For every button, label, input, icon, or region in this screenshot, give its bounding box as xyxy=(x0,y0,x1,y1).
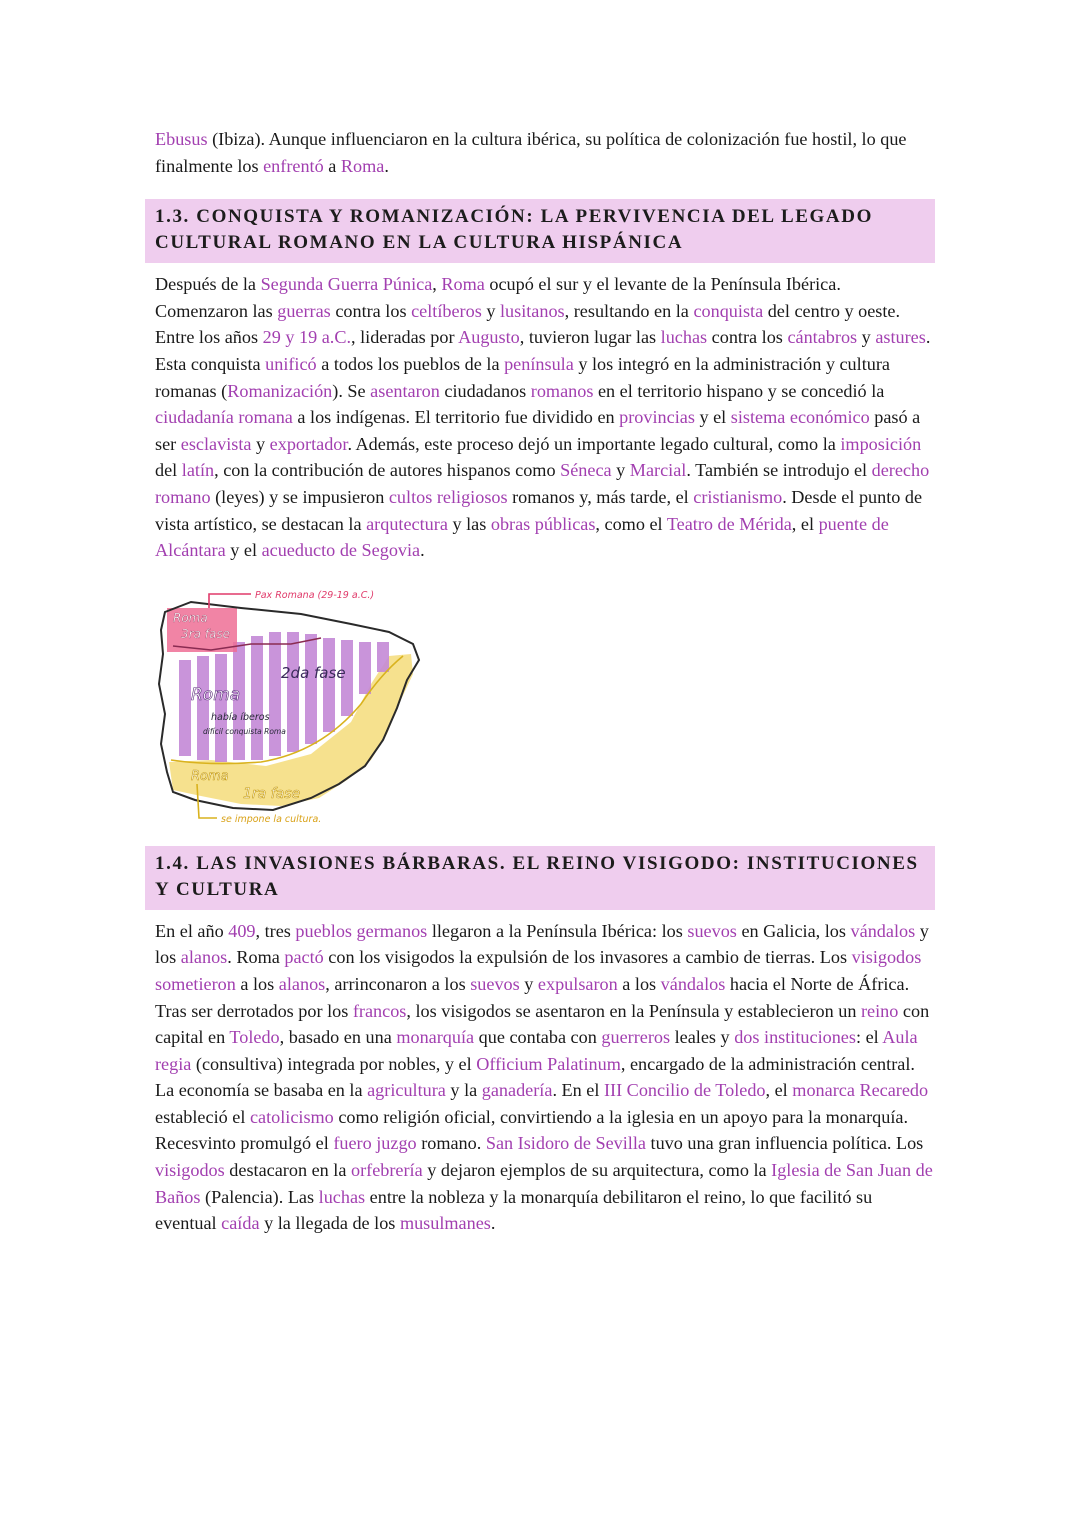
body-text: a los indígenas. El territorio fue dividido en xyxy=(292,407,620,428)
body-text: y la xyxy=(445,1080,482,1101)
highlighted-term: unificó xyxy=(265,353,317,374)
highlighted-term: obras públicas xyxy=(490,513,596,534)
body-text: que contaba con xyxy=(474,1027,602,1048)
map-label-roma-south: Roma xyxy=(191,768,229,784)
body-text: (consultiva) integrada por nobles, y el xyxy=(191,1053,477,1074)
body-text: , xyxy=(432,274,442,295)
body-text: como religión oficial, convirtiendo a la iglesia en un apoyo para la monarquía. Recesvinto promulgó el xyxy=(155,1106,909,1154)
highlighted-term: conquista xyxy=(693,300,764,321)
intro-paragraph xyxy=(155,126,935,179)
body-text: destacaron en la xyxy=(224,1160,351,1181)
highlighted-term: alanos xyxy=(278,973,326,994)
highlighted-term: Augusto xyxy=(458,327,520,348)
body-text: y las xyxy=(447,513,491,534)
map-label-habia: había íberos xyxy=(211,711,270,723)
body-text: y la llegada de los xyxy=(259,1213,400,1234)
body-text: tuvo una gran influencia política. Los xyxy=(645,1133,924,1154)
body-text: estableció el xyxy=(155,1106,250,1127)
body-text: y dejaron ejemplos de su arquitectura, como la xyxy=(422,1160,772,1181)
highlighted-term: pactó xyxy=(284,947,324,968)
highlighted-term: península xyxy=(504,353,574,374)
highlighted-term: Aula regia xyxy=(155,1027,918,1074)
body-text: . xyxy=(384,155,389,176)
highlighted-term: luchas xyxy=(318,1186,366,1207)
body-text: a todos los pueblos de la xyxy=(316,353,505,374)
body-text: (leyes) y se impusieron xyxy=(210,486,389,507)
highlighted-term: imposición xyxy=(840,433,922,454)
highlighted-term: guerras xyxy=(277,300,331,321)
body-text: , arrinconaron a los xyxy=(325,973,471,994)
highlighted-term: guerreros xyxy=(601,1027,671,1048)
highlighted-term: alanos xyxy=(180,947,228,968)
highlighted-term: provincias xyxy=(619,407,695,428)
body-text: , como el xyxy=(595,513,667,534)
highlighted-term: pueblos germanos xyxy=(295,920,428,941)
body-text: , los visigodos se asentaron en la Península y establecieron un xyxy=(406,1000,861,1021)
highlighted-term: ciudadanía romana xyxy=(155,407,293,428)
body-text: (Palencia). Las xyxy=(200,1186,319,1207)
body-text: contra los xyxy=(330,300,412,321)
highlighted-term: expulsaron xyxy=(537,973,618,994)
highlighted-term: Segunda Guerra Púnica xyxy=(260,274,433,295)
highlighted-term: exportador xyxy=(269,433,348,454)
highlighted-term: Marcial xyxy=(629,460,687,481)
highlighted-term: cultos religiosos xyxy=(388,486,508,507)
section-heading-1-3: 1.3. CONQUISTA Y ROMANIZACIÓN: LA PERVIVENCIA DEL LEGADO CULTURAL ROMANO EN LA CULTURA HISPÁNICA xyxy=(145,199,935,263)
highlighted-term: suevos xyxy=(687,920,737,941)
body-text: leales y xyxy=(670,1027,735,1048)
body-text: y xyxy=(857,327,876,348)
document-page xyxy=(155,126,935,1237)
highlighted-term: puente de Alcántara xyxy=(155,513,889,561)
highlighted-term: musulmanes xyxy=(399,1213,491,1234)
body-text: y el xyxy=(694,407,731,428)
body-text: ocupó el sur y el levante de la Península Ibérica. Comenzaron las xyxy=(155,274,841,321)
highlighted-term: francos xyxy=(352,1000,407,1021)
body-text: llegaron a la Península Ibérica: los xyxy=(427,920,688,941)
body-text: del centro y oeste. Entre los años xyxy=(155,300,901,348)
body-text: y los xyxy=(155,920,929,968)
body-text: (Ibiza). Aunque influenciaron en la cultura ibérica, su política de colonización fue hostil, lo que finalmente los xyxy=(155,129,907,176)
highlighted-term: suevos xyxy=(470,973,520,994)
highlighted-term: Séneca xyxy=(560,460,612,481)
highlighted-term: Officium Palatinum xyxy=(476,1053,621,1074)
body-text: , el xyxy=(791,513,819,534)
highlighted-term: derecho romano xyxy=(155,460,930,507)
body-text: pasó a ser xyxy=(155,407,921,454)
body-text: , el xyxy=(765,1080,793,1101)
highlighted-term: Roma xyxy=(340,155,385,176)
body-text: , basado en una xyxy=(279,1027,397,1048)
highlighted-term: lusitanos xyxy=(499,300,565,321)
highlighted-term: Romanización xyxy=(227,380,333,401)
highlighted-term: esclavista xyxy=(180,433,252,454)
highlighted-term: Toledo xyxy=(229,1027,280,1048)
body-text: , lideradas por xyxy=(351,327,459,348)
highlighted-term: ganadería xyxy=(481,1080,553,1101)
highlighted-term: arqutectura xyxy=(366,513,448,534)
body-text: y xyxy=(519,973,538,994)
map-label-impone: se impone la cultura. xyxy=(221,813,322,825)
body-text: romanos y, más tarde, el xyxy=(507,486,694,507)
highlighted-term: dos instituciones xyxy=(734,1027,856,1048)
map-label-dificil: difícil conquista Roma xyxy=(203,726,286,736)
highlighted-term: caída xyxy=(221,1213,260,1234)
highlighted-term: latín xyxy=(181,460,215,481)
map-label-phase3: 3ra fase xyxy=(181,626,230,641)
body-text: . xyxy=(420,540,425,561)
highlighted-term: Teatro de Mérida xyxy=(666,513,792,534)
highlighted-term: romanos xyxy=(530,380,594,401)
map-label-roma-north: Roma xyxy=(173,610,208,625)
body-text: con los visigodos la expulsión de los invasores a cambio de tierras. Los xyxy=(323,947,852,968)
highlighted-term: sistema económico xyxy=(730,407,870,428)
body-text: : el xyxy=(855,1027,883,1048)
body-text: ciudadanos xyxy=(439,380,531,401)
body-text: , tuvieron lugar las xyxy=(519,327,661,348)
body-text: . Esta conquista xyxy=(155,327,931,374)
body-text: . También se introdujo el xyxy=(686,460,872,481)
highlighted-term: Ebusus xyxy=(155,129,208,149)
highlighted-term: III Concilio de Toledo xyxy=(603,1080,766,1101)
body-text: hacia el Norte de África. Tras ser derrotados por los xyxy=(155,973,910,1021)
map-label-phase1: 1ra fase xyxy=(243,785,301,802)
body-text: romano. xyxy=(416,1133,486,1154)
highlighted-term: asentaron xyxy=(370,380,440,401)
body-text: en el territorio hispano y se concedió la xyxy=(593,380,885,401)
section-1-3-paragraph xyxy=(155,271,935,564)
highlighted-term: luchas xyxy=(660,327,708,348)
body-text: entre la nobleza y la monarquía debilitaron el reino, lo que facilitó su eventual xyxy=(155,1186,873,1234)
highlighted-term: agricultura xyxy=(367,1080,446,1101)
highlighted-term: enfrentó xyxy=(263,155,324,176)
map-label-phase2: 2da fase xyxy=(281,663,346,682)
body-text: y el xyxy=(225,540,262,561)
body-text: con capital en xyxy=(155,1000,930,1048)
body-text: a los xyxy=(235,973,279,994)
highlighted-term: cristianismo xyxy=(693,486,783,507)
body-text: . xyxy=(490,1213,496,1234)
map-label-roma-center: Roma xyxy=(191,684,241,705)
body-text: , tres xyxy=(255,920,296,941)
body-text: En el año xyxy=(155,920,229,941)
body-text: . Además, este proceso dejó un importante legado cultural, como la xyxy=(347,433,841,454)
highlighted-term: fuero juzgo xyxy=(333,1133,417,1154)
highlighted-term: vándalos xyxy=(660,973,726,994)
body-text: Después de la xyxy=(155,274,261,295)
map-label-pax: Pax Romana (29-19 a.C.) xyxy=(255,589,375,601)
body-text: y xyxy=(611,460,630,481)
body-text: y xyxy=(251,433,270,454)
body-text: , resultando en la xyxy=(564,300,694,321)
body-text: , encargado de la administración central. La economía se basaba en la xyxy=(155,1053,915,1101)
body-text: . Roma xyxy=(227,947,285,968)
body-text: a xyxy=(323,155,341,176)
highlighted-term: San Isidoro de Sevilla xyxy=(485,1133,646,1154)
romanization-map xyxy=(151,584,431,832)
body-text: contra los xyxy=(707,327,788,348)
highlighted-term: celtíberos xyxy=(411,300,482,321)
highlighted-term: monarca Recaredo xyxy=(792,1080,929,1101)
highlighted-term: reino xyxy=(860,1000,899,1021)
body-text: y los integró en la administración y cultura romanas ( xyxy=(155,353,890,401)
body-text: a los xyxy=(617,973,661,994)
highlighted-term: 29 y 19 a.C. xyxy=(262,327,352,348)
highlighted-term: orfebrería xyxy=(350,1160,423,1181)
highlighted-term: catolicismo xyxy=(249,1106,334,1127)
body-text: y xyxy=(481,300,500,321)
body-text: en Galicia, los xyxy=(736,920,851,941)
highlighted-term: 409 xyxy=(228,920,256,941)
highlighted-term: visigodos sometieron xyxy=(155,947,922,994)
body-text: del xyxy=(155,460,182,481)
body-text: , con la contribución de autores hispanos como xyxy=(214,460,561,481)
highlighted-term: astures xyxy=(875,327,926,348)
highlighted-term: vándalos xyxy=(850,920,916,941)
highlighted-term: monarquía xyxy=(396,1027,475,1048)
highlighted-term: cántabros xyxy=(787,327,858,348)
section-heading-1-4: 1.4. LAS INVASIONES BÁRBARAS. EL REINO VISIGODO: INSTITUCIONES Y CULTURA xyxy=(145,846,935,910)
highlighted-term: acueducto de Segovia xyxy=(261,540,421,561)
body-text: . Desde el punto de vista artístico, se destacan la xyxy=(155,486,923,534)
section-1-4-paragraph xyxy=(155,918,935,1237)
highlighted-term: Iglesia de San Juan de Baños xyxy=(155,1160,933,1207)
body-text: . En el xyxy=(552,1080,604,1101)
highlighted-term: visigodos xyxy=(155,1160,225,1181)
highlighted-term: Roma xyxy=(441,274,485,295)
body-text: ). Se xyxy=(332,380,371,401)
